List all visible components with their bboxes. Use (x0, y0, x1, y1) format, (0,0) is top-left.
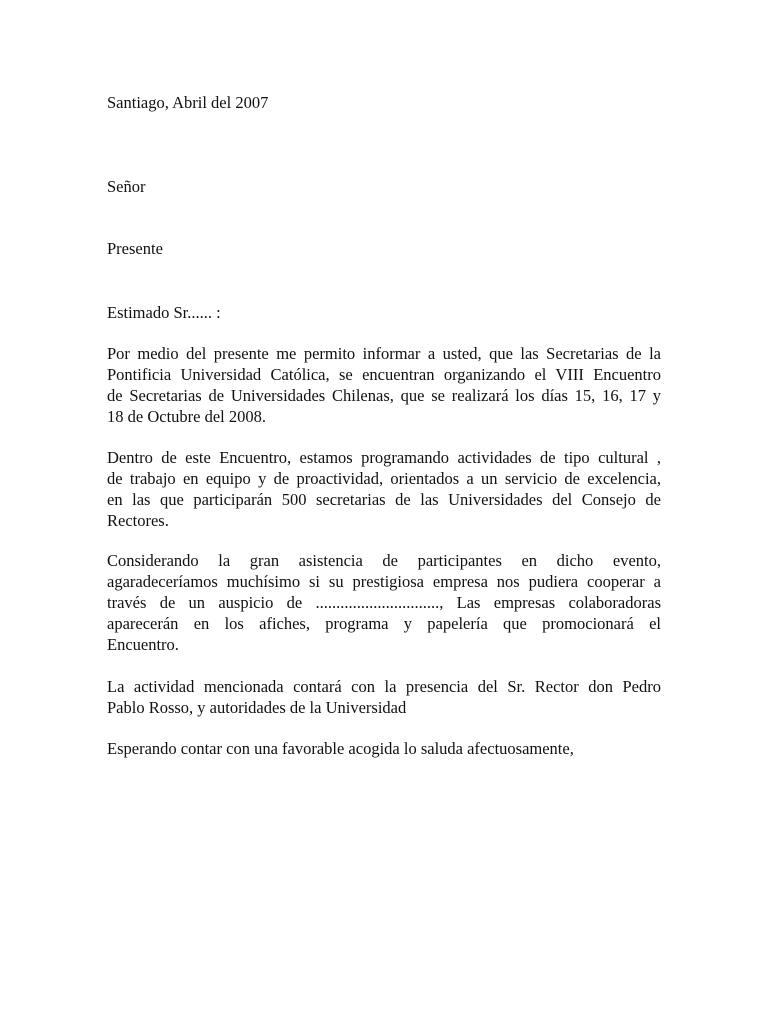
paragraph-3-line: través de un auspicio de .............................., Las empresas colaboradoras (107, 593, 661, 612)
paragraph-1-line: Por medio del presente me permito informar a usted, que las Secretarias de la (107, 344, 661, 363)
paragraph-2-line: Dentro de este Encuentro, estamos programando actividades de tipo cultural , (107, 448, 661, 467)
letter-recipient: Señor (107, 177, 146, 196)
paragraph-1 (107, 343, 661, 427)
paragraph-3-line: agaradeceríamos muchísimo si su prestigiosa empresa nos pudiera cooperar a (107, 572, 661, 591)
paragraph-1-line: Pontificia Universidad Católica, se encuentran organizando el VIII Encuentro (107, 365, 661, 384)
paragraph-3-line: aparecerán en los afiches, programa y papelería que promocionará el (107, 614, 661, 633)
letter-closing: Esperando contar con una favorable acogida lo saluda afectuosamente, (107, 739, 574, 758)
paragraph-2-line: en las que participarán 500 secretarias de las Universidades del Consejo de (107, 490, 661, 509)
paragraph-2 (107, 447, 661, 531)
letter-salutation: Estimado Sr...... : (107, 303, 221, 322)
letter-presente: Presente (107, 239, 163, 258)
paragraph-3-line: Considerando la gran asistencia de participantes en dicho evento, (107, 551, 661, 570)
paragraph-4 (107, 676, 661, 718)
paragraph-3 (107, 550, 661, 655)
paragraph-4-line: Pablo Rosso, y autoridades de la Universidad (107, 698, 407, 717)
paragraph-4-line: La actividad mencionada contará con la presencia del Sr. Rector don Pedro (107, 677, 661, 696)
paragraph-1-line: 18 de Octubre del 2008. (107, 407, 266, 426)
letter-date: Santiago, Abril del 2007 (107, 93, 269, 112)
paragraph-1-line: de Secretarias de Universidades Chilenas, que se realizará los días 15, 16, 17 y (107, 386, 661, 405)
paragraph-3-line: Encuentro. (107, 635, 179, 654)
paragraph-2-line: Rectores. (107, 511, 169, 530)
paragraph-2-line: de trabajo en equipo y de proactividad, orientados a un servicio de excelencia, (107, 469, 661, 488)
